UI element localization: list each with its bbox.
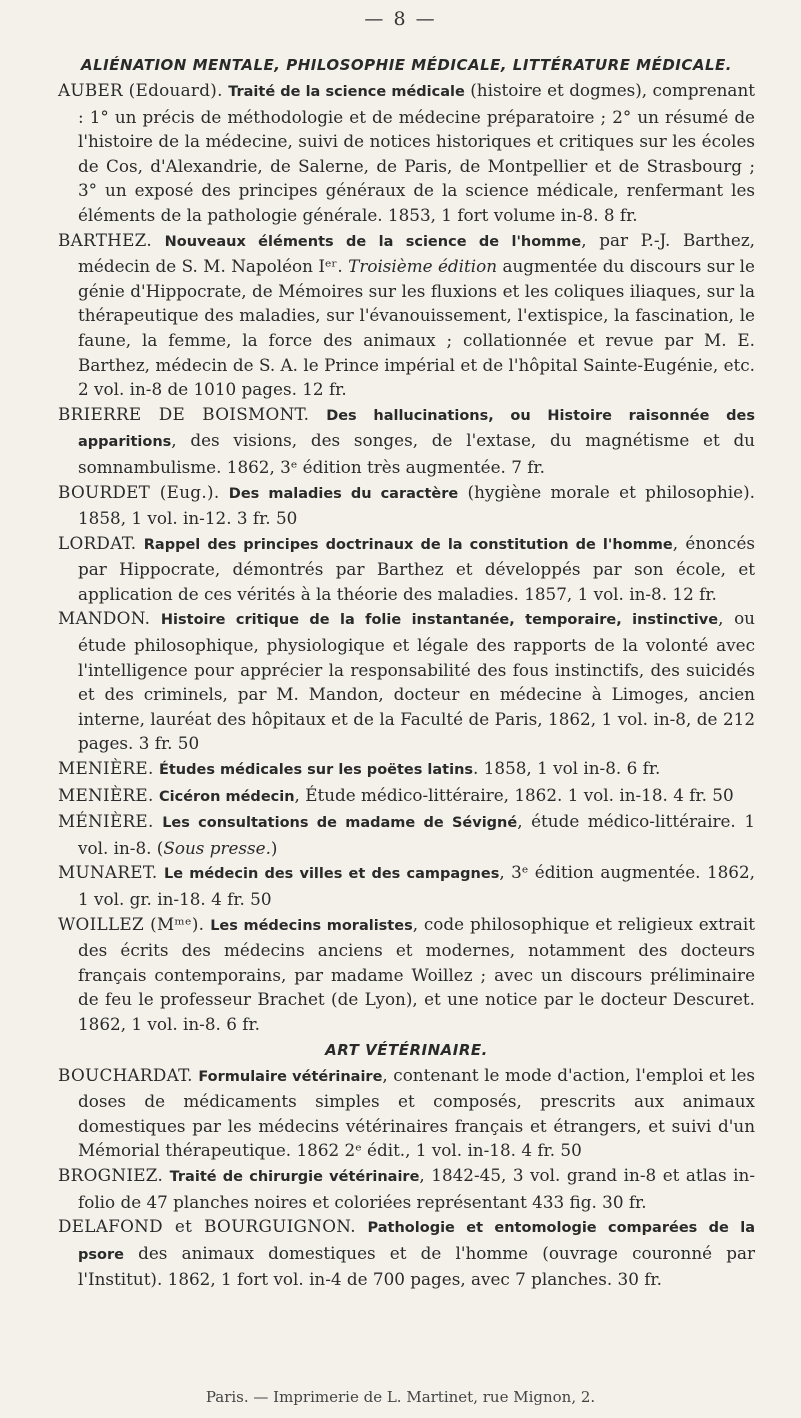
entry-price: 3 fr. 50 [138,733,200,754]
entry-price: 3 fr. 50 [236,508,298,529]
entry-author: BRIERRE DE BOISMONT. [58,403,310,424]
entry-edition: Troisième édition [348,256,498,277]
entry-author: BOURDET (Eug.). [58,481,220,502]
entry-title: Les médecins moralistes [210,917,413,934]
entry-description: , contenant le mode d'action, l'emploi et les doses de médicaments simples et composés, prescrits aux animaux domestiques par les médecins vétérinaires français et étrangers, et suivi d'un Mémorial thérapeutique. 1862 2ᵉ édit., 1 vol. in-18. [78,1064,755,1161]
entry-price: 30 fr. [602,1191,647,1212]
section-heading-art-veterinaire: ART VÉTÉRINAIRE. [325,1040,488,1059]
entry-title: Formulaire vétérinaire [198,1068,383,1085]
catalogue-entry [58,1063,755,1163]
entry-price: 4 fr. 50 [673,784,734,805]
entry-title: Traité de la science médicale [228,84,465,100]
entry-price: 8 fr. [603,204,638,225]
entry-title: Le médecin des villes et des campagnes [163,866,500,883]
entry-price: 6 fr. [626,758,661,779]
entry-title: Nouveaux éléments de la science de l'homme [164,233,582,250]
entry-description: (histoire et dogmes), comprenant : 1° un précis de méthodologie et de médecine préparatoire ; 2° un résumé de l'histoire de la médecine, suivi de notices historiques et critiques sur les écoles de Cos, d'Alexandrie, de Salerne, de Paris, de Montpellier et de Strasbourg ; 3° un exposé des principes généraux de la science médicale, renfermant les éléments de la pathologie générale. 1853, 1 fort volume in-8. [78,80,755,225]
entry-author: BOUCHARDAT. [58,1064,193,1085]
entry-price: 30 fr. [617,1269,662,1290]
entry-price: 12 fr. [302,379,347,400]
entry-description: (hygiène morale et philosophie). 1858, 1 vol. in-12. [78,481,755,529]
entry-author: MENIÈRE. [58,784,154,805]
entry-description: , étude médico-littéraire. 1 vol. in-8. ( [78,811,755,858]
entry-description: , ou étude philosophique, physiologique et légale des rapports de la volonté avec l'intelligence pour apprécier la responsabilité des fous instinctifs, des suicidés et des criminels, par M. Mandon, docteur en médecine à Limoges, ancien interne, lauréat des hôpitaux et de la Faculté de Paris, 1862, 1 vol. in-8, de 212 pages. [78,608,755,754]
entry-price: 4 fr. 50 [211,889,272,909]
catalogue-entry [58,228,755,402]
entry-author: MUNARET. [58,862,158,883]
entry-author: MENIÈRE. [58,758,154,779]
entry-description-cont: augmentée du discours sur le génie d'Hippocrate, de Mémoires sur les fluxions et les coliques iliaques, sur la thérapeutique des maladies, sur l'évanouissement, l'extispice, la fascination, le faune, la femme, la force des animaux ; collationnée et revue par M. E. Barthez, médecin de S. A. le Prince impérial et de l'hôpital Sainte-Eugénie, etc. 2 vol. in-8 de 1010 pages. [78,256,755,400]
catalogue-entry [58,1214,755,1292]
catalogue-entry [58,78,755,228]
entry-title: Des maladies du caractère [228,485,459,502]
entry-author: BARTHEZ. [58,229,152,250]
entry-author: DELAFOND et BOURGUIGNON. [58,1216,356,1237]
catalogue-entry [58,606,755,756]
entry-description: des animaux domestiques et de l'homme (ouvrage couronné par l'Institut). 1862, 1 fort vol. in-4 de 700 pages, avec 7 planches. [78,1242,755,1290]
catalogue-entry [58,860,755,911]
section-heading-alienation: ALIÉNATION MENTALE, PHILOSOPHIE MÉDICALE, LITTÉRATURE MÉDICALE. [81,56,732,74]
catalogue-entry [58,531,755,607]
entry-title: Pathologie et entomologie comparées de la psore [78,1220,755,1263]
entry-price: 12 fr. [672,583,717,604]
entry-price: 4 fr. 50 [521,1140,582,1161]
entry-author: BROGNIEZ. [58,1164,164,1185]
entry-description: , Étude médico-littéraire, 1862. 1 vol. in-18. [294,784,668,805]
entry-note: Sous presse. [163,837,271,858]
catalogue-entry [58,402,755,480]
entry-description: , 1842-45, 3 vol. grand in-8 et atlas in-folio de 47 planches noires et coloriées représentant 433 fig. [78,1164,755,1212]
entry-description-cont: ) [270,837,278,858]
entry-description: , énoncés par Hippocrate, démontrés par Barthez et développés par son école, et application de ces vérités à la théorie des maladies. 1857, 1 vol. in-8. [78,532,755,604]
printer-imprint: Paris. — Imprimerie de L. Martinet, rue Mignon, 2. [205,1388,596,1406]
entry-description: , code philosophique et religieux extrait des écrits des médecins anciens et modernes, notamment des docteurs français contemporains, par madame Woillez ; avec un discours préliminaire de feu le professeur Brachet (de Lyon), et une notice par le docteur Descuret. 1862, 1 vol. in-8. [78,913,755,1034]
catalogue-entry [58,480,755,531]
entry-price: 7 fr. [511,456,545,477]
entry-description: , des visions, des songes, de l'extase, du magnétisme et du somnambulisme. 1862, 3ᵉ édition très augmentée. [78,430,755,477]
entry-title: Les consultations de madame de Sévigné [162,815,518,832]
entry-description: , par P.-J. Barthez, médecin de S. M. Napoléon Iᵉʳ. [78,229,755,277]
entry-title: Traité de chirurgie vétérinaire [169,1168,420,1185]
entry-author: MÉNIÈRE. [58,811,154,832]
entry-title: Études médicales sur les poëtes latins [158,762,474,779]
entry-title: Des hallucinations, ou Histoire raisonnée des apparitions [78,407,755,451]
page-number: — 8 — [364,8,437,30]
entry-title: Histoire critique de la folie instantanée, temporaire, instinctive [160,612,719,629]
entry-title: Rappel des principes doctrinaux de la constitution de l'homme [143,536,673,553]
catalogue-entry [58,809,755,860]
catalogue-entry [58,756,755,783]
catalogue-entry [58,912,755,1037]
entry-description: , 3ᵉ édition augmentée. 1862, 1 vol. gr. in-18. [78,862,755,909]
entry-author: WOILLEZ (Mᵐᵉ). [58,913,205,934]
catalogue-entry [58,1163,755,1214]
catalogue-entry [58,783,755,810]
entry-author: AUBER (Edouard). [58,80,223,100]
entry-author: MANDON. [58,608,151,629]
entry-title: Cicéron médecin [158,788,295,805]
entry-author: LORDAT. [58,532,137,553]
entry-price: 6 fr. [226,1013,260,1034]
entry-description: . 1858, 1 vol in-8. [473,758,622,779]
